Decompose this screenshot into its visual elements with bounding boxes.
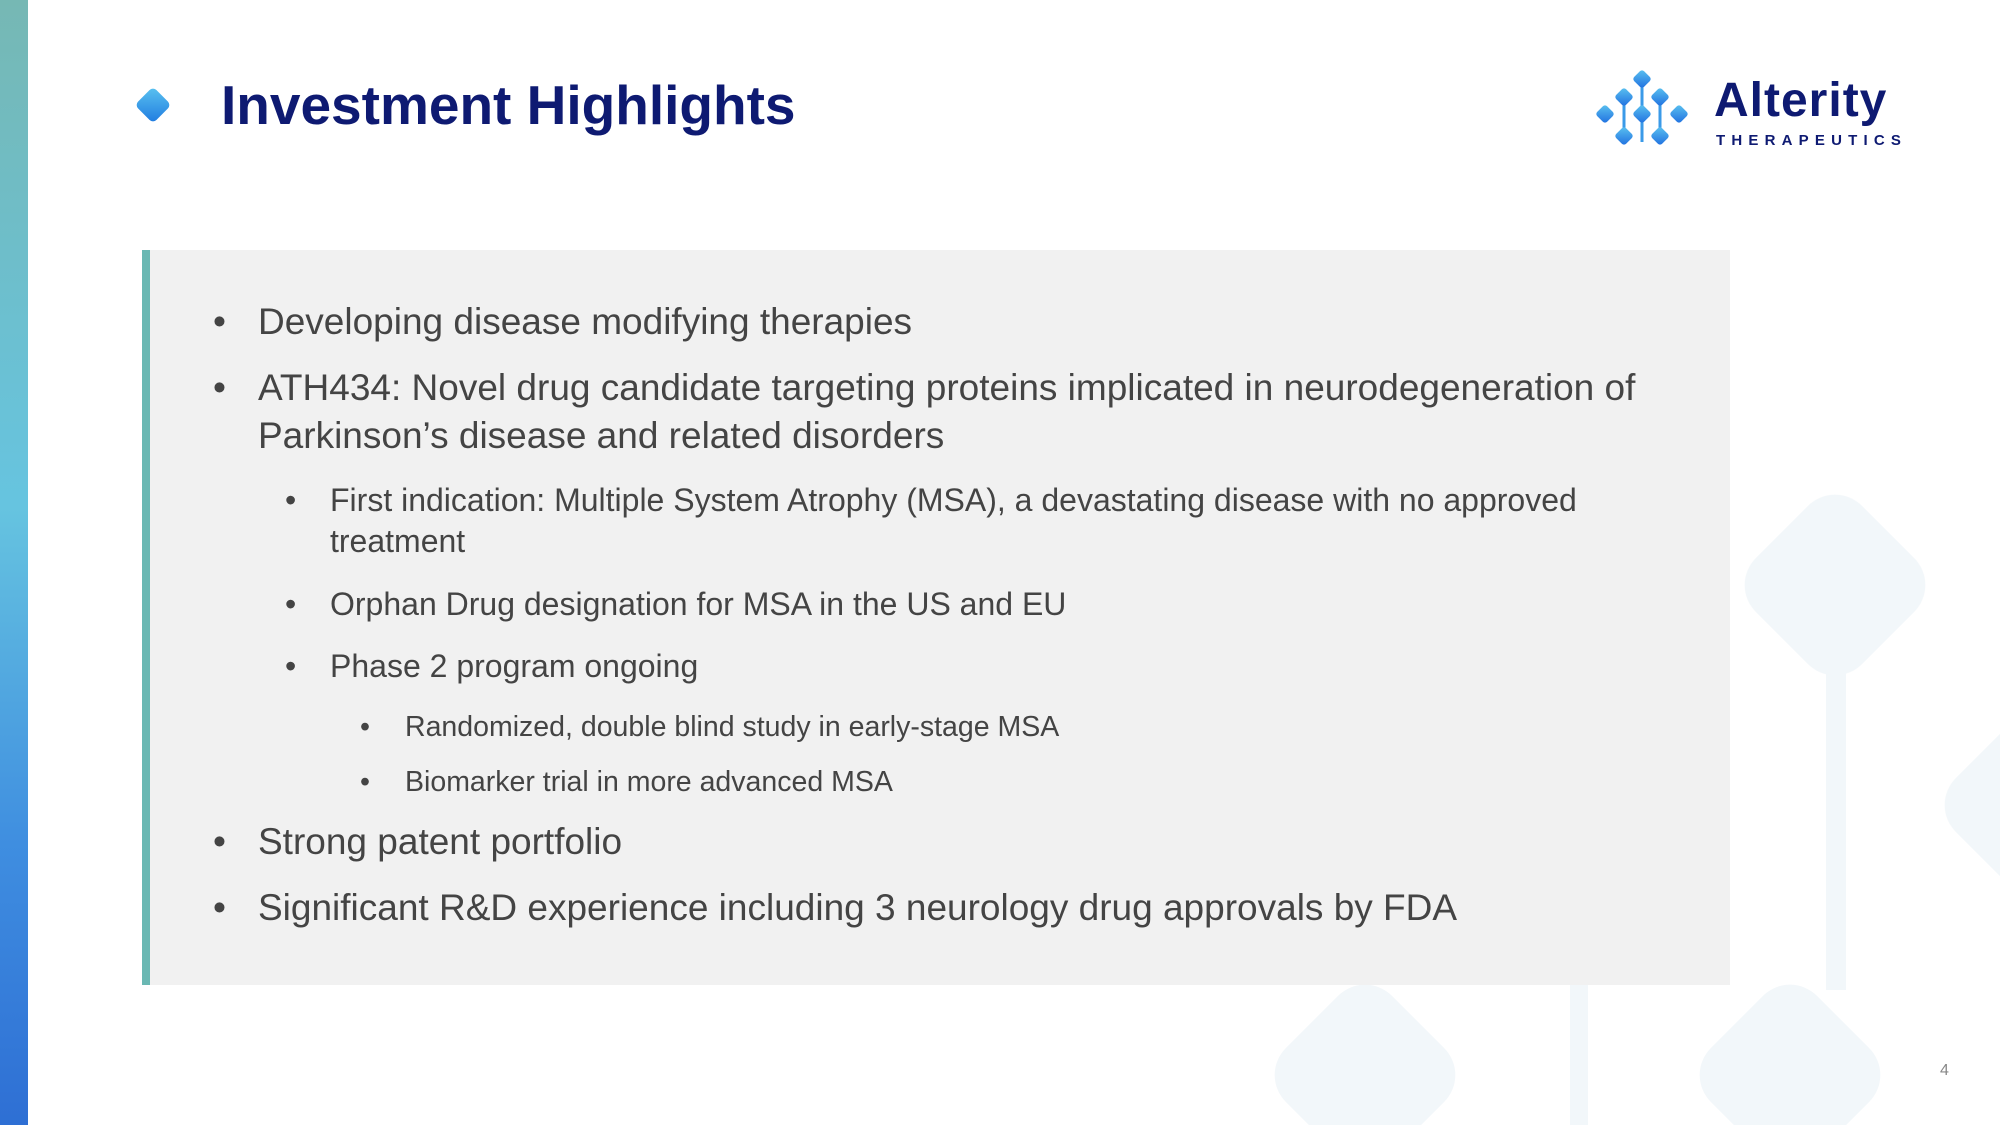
page-title: Investment Highlights — [221, 74, 796, 136]
bullet-item — [213, 884, 1643, 932]
sub-bullet-item — [285, 480, 1585, 562]
sub-bullet-item — [285, 584, 1585, 625]
bullet-text: Strong patent portfolio — [258, 821, 623, 862]
bullet-dot: • — [213, 301, 226, 342]
bullet-item — [213, 364, 1643, 460]
bullet-item — [213, 298, 1643, 346]
page-number: 4 — [1940, 1062, 1949, 1079]
alterity-molecule-icon — [1592, 70, 1692, 150]
bullet-dot: • — [213, 887, 226, 928]
bullet-dot: • — [360, 711, 370, 743]
highlights-panel — [142, 250, 1730, 985]
company-logo — [1592, 70, 1908, 150]
bullet-text: Phase 2 program ongoing — [330, 648, 699, 684]
logo-wordmark: Alterity — [1714, 74, 1888, 127]
sub-sub-bullet-item — [360, 764, 1560, 800]
bullet-dot: • — [285, 482, 297, 518]
bullet-text: ATH434: Novel drug candidate targeting proteins implicated in neurodegeneration of Parkinson’s disease and related disorders — [258, 367, 1636, 456]
bullet-dot: • — [360, 766, 370, 798]
bullet-text: Biomarker trial in more advanced MSA — [405, 766, 893, 798]
bullet-text: Developing disease modifying therapies — [258, 301, 913, 342]
bullet-text: First indication: Multiple System Atrophy (MSA), a devastating disease with no approved treatment — [330, 482, 1577, 559]
bullet-text: Orphan Drug designation for MSA in the US and EU — [330, 586, 1067, 622]
bullet-item — [213, 818, 1643, 866]
bullet-dot: • — [285, 586, 297, 622]
sub-bullet-item — [285, 646, 1585, 687]
bullet-dot: • — [213, 821, 226, 862]
bullet-dot: • — [213, 367, 226, 408]
bullet-text: Randomized, double blind study in early-stage MSA — [405, 711, 1060, 743]
sub-sub-bullet-item — [360, 709, 1560, 745]
logo-subtitle: THERAPEUTICS — [1716, 132, 1908, 149]
bullet-text: Significant R&D experience including 3 neurology drug approvals by FDA — [258, 887, 1458, 928]
bullet-dot: • — [285, 648, 297, 684]
